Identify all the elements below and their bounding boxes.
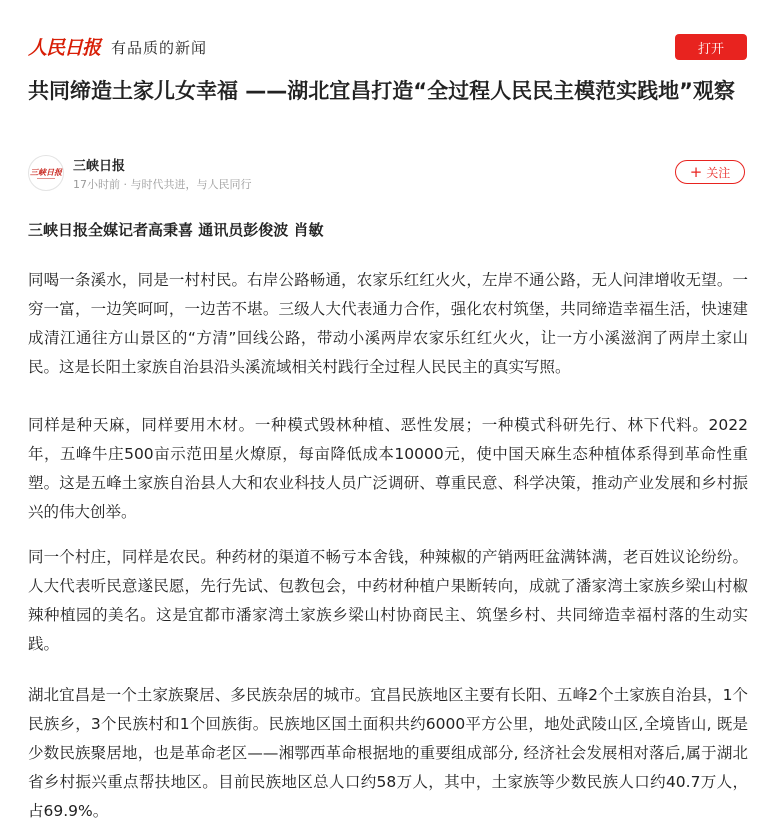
paragraph: 同喝一条溪水，同是一村村民。右岸公路畅通，农家乐红红火火，左岸不通公路，无人问津增收无望。一穷一富，一边笑呵呵，一边苦不堪。三级人大代表通力合作，强化农村筑堡，共同缔造幸福生活，快速建成清江通往方山景区的“方清”回线公路，带动小溪两岸农家乐红红火火，让一方小溪滋润了两岸土家山民。这是长阳土家族自治县沿头溪流域相关村践行全过程人民民主的真实写照。: [28, 271, 748, 376]
article-title: 共同缔造土家儿女幸福 ——湖北宜昌打造“全过程人民民主模范实践地”观察: [28, 79, 735, 103]
slogan: 有品质的新闻: [111, 39, 208, 57]
follow-label: 关注: [706, 165, 731, 180]
follow-button[interactable]: [675, 160, 745, 184]
plus-icon: +: [689, 162, 703, 181]
paragraph: 湖北宜昌是一个土家族聚居、多民族杂居的城市。宜昌民族地区主要有长阳、五峰2个土家族自治县，1个民族乡，3个民族村和1个回族街。民族地区国土面积共约6000平方公里，地处武陵山区,全境皆山, 既是少数民族聚居地，也是革命老区——湘鄂西革命根据地的重要组成部分, 经济社会发展相对落后,属于湖北省乡村振兴重点帮扶地区。目前民族地区总人口约58万人，其中，土家族等少数民族人口约40.7万人，占69.9%。: [28, 686, 748, 820]
paragraph: 同一个村庄，同样是农民。种药材的渠道不畅亏本舍钱，种辣椒的产销两旺盆满钵满，老百姓议论纷纷。人大代表听民意遂民愿，先行先试、包教包会，中药材种植户果断转向，成就了潘家湾土家族乡梁山村椒辣种植园的美名。这是宜都市潘家湾土家族乡梁山村协商民主、筑堡乡村、共同缔造幸福村落的生动实践。: [28, 548, 748, 653]
svg-text:三峡日报: 三峡日报: [30, 167, 62, 177]
open-app-button[interactable]: 打开: [675, 34, 747, 60]
sanxia-daily-logo-icon: [29, 156, 63, 190]
author-name[interactable]: 三峡日报: [73, 159, 126, 174]
author-avatar[interactable]: [28, 155, 64, 191]
people-daily-logo[interactable]: 人民日报: [28, 37, 101, 59]
byline: 三峡日报全媒记者高秉喜 通讯员彭俊波 肖敏: [28, 221, 324, 239]
paragraph: 同样是种天麻，同样要用木材。一种模式毁林种植、恶性发展；一种模式科研先行、林下代料。2022年，五峰牛庄500亩示范田星火燎原，每亩降低成本10000元，使中国天麻生态种植体系得到革命性重塑。这是五峰土家族自治县人大和农业科技人员广泛调研、尊重民意、科学决策，推动产业发展和乡村振兴的伟大创举。: [28, 416, 748, 521]
top-bar: [0, 0, 767, 64]
author-meta: 17小时前 · 与时代共进，与人民同行: [73, 178, 252, 191]
